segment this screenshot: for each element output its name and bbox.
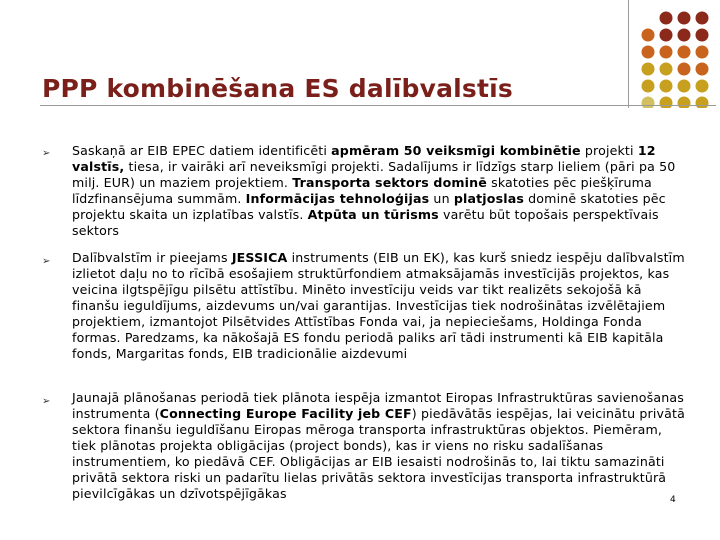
decorative-dot	[642, 97, 655, 109]
decorative-dot	[678, 46, 691, 59]
decorative-dot	[642, 80, 655, 93]
decorative-dot-grid	[638, 8, 718, 108]
decorative-dot	[696, 80, 709, 93]
bold-text-run: platjoslas	[453, 191, 524, 206]
bold-text-run: JESSICA	[231, 250, 288, 265]
decorative-dot	[678, 80, 691, 93]
decorative-dot	[660, 80, 673, 93]
page-number: 4	[670, 495, 676, 505]
text-run: skatoties pēc piešķīruma līdzfinansējuma summām.	[72, 175, 652, 206]
decorative-dot	[696, 29, 709, 42]
decorative-dot	[696, 63, 709, 76]
decorative-dot	[678, 97, 691, 109]
decorative-dot	[660, 46, 673, 59]
decorative-dot	[678, 29, 691, 42]
bold-text-run: apmēram 50 veiksmīgi kombinētie	[331, 143, 581, 158]
decorative-dot	[660, 63, 673, 76]
text-run: tiesa, ir vairāki arī neveiksmīgi projekti. Sadalījums ir līdzīgs starp lieliem (pāri pa 50 milj. EUR) un maziem projektiem.	[72, 159, 676, 190]
arrow-bullet-icon: ➢	[42, 396, 51, 407]
text-run: Dalībvalstīm ir pieejams	[72, 250, 232, 265]
text-run: Jaunajā plānošanas periodā tiek plānota iespēja izmantot Eiropas Infrastruktūras savienošanas instrumenta (	[72, 390, 684, 421]
bold-text-run: Transporta sektors dominē	[292, 175, 487, 190]
bullet-text-2	[72, 250, 687, 362]
arrow-bullet-icon: ➢	[42, 148, 51, 159]
bold-text-run: Connecting Europe Facility jeb CEF	[159, 406, 412, 421]
decorative-dot	[678, 63, 691, 76]
text-run: ) piedāvātās iespējas, lai veicinātu privātā sektora finanšu ieguldīšanu Eiropas mēroga transporta infrastruktūras objektos. Piemēram, tiek plānotas projekta obligācijas (project bonds), kas ir viens no risku sadalīšanas instrumentiem, ko piedāvā CEF. Obligācijas ar EIB iesaisti nodrošinās to, lai tiktu samazināti privātā sektora riski un padarītu lielas privātās sektora investīcijas transporta infrastruktūrā pievilcīgākas un dzīvotspējīgākas	[72, 406, 685, 501]
bullet-text-3	[72, 390, 687, 502]
slide-title: PPP kombinēšana ES dalībvalstīs	[42, 74, 513, 103]
decorative-dot	[660, 97, 673, 109]
text-run: instruments (EIB un EK), kas kurš sniedz iespēju dalībvalstīm izlietot daļu no to rīcībā esošajiem struktūrfondiem atmaksājamās investīcijās projektos, kas veicina ilgtspējīgu pilsētu attīstību. Minēto investīciju veids var tikt realizēts sekojošā kā finanšu ieguldījums, aizdevums un/vai garantijas. Investīcijas tiek nodrošinātas izvēlētajiem projektiem, izmantojot Pilsētvides Attīstības Fonda vai, ja nepieciešams, Holdinga Fonda formas. Paredzams, ka nākošajā ES fondu periodā paliks arī tādi instrumenti kā EIB kapitāla fonds, Margaritas fonds, EIB tradicionālie aizdevumi	[72, 250, 685, 361]
text-run: un	[429, 191, 454, 206]
text-run: projekti	[580, 143, 638, 158]
decorative-dot	[660, 29, 673, 42]
bold-text-run: Informācijas tehnoloģijas	[245, 191, 430, 206]
bold-text-run: Atpūta un tūrisms	[307, 207, 439, 222]
bold-text-run: 12 valstīs,	[72, 143, 656, 174]
decorative-dot	[642, 46, 655, 59]
decorative-dot	[678, 12, 691, 25]
text-run: dominē skatoties pēc projektu skaita un izplatības valstīs.	[72, 191, 666, 222]
text-run: Saskaņā ar EIB EPEC datiem identificēti	[72, 143, 332, 158]
decorative-dot	[642, 29, 655, 42]
decorative-dot	[696, 12, 709, 25]
decorative-dot	[642, 63, 655, 76]
vertical-divider	[628, 0, 629, 108]
decorative-dot	[696, 97, 709, 109]
title-underline	[40, 105, 716, 106]
decorative-dot	[660, 12, 673, 25]
text-run: varētu būt topošais perspektīvais sektors	[72, 207, 659, 238]
decorative-dot	[696, 46, 709, 59]
bullet-text-1	[72, 143, 687, 239]
arrow-bullet-icon: ➢	[42, 256, 51, 267]
